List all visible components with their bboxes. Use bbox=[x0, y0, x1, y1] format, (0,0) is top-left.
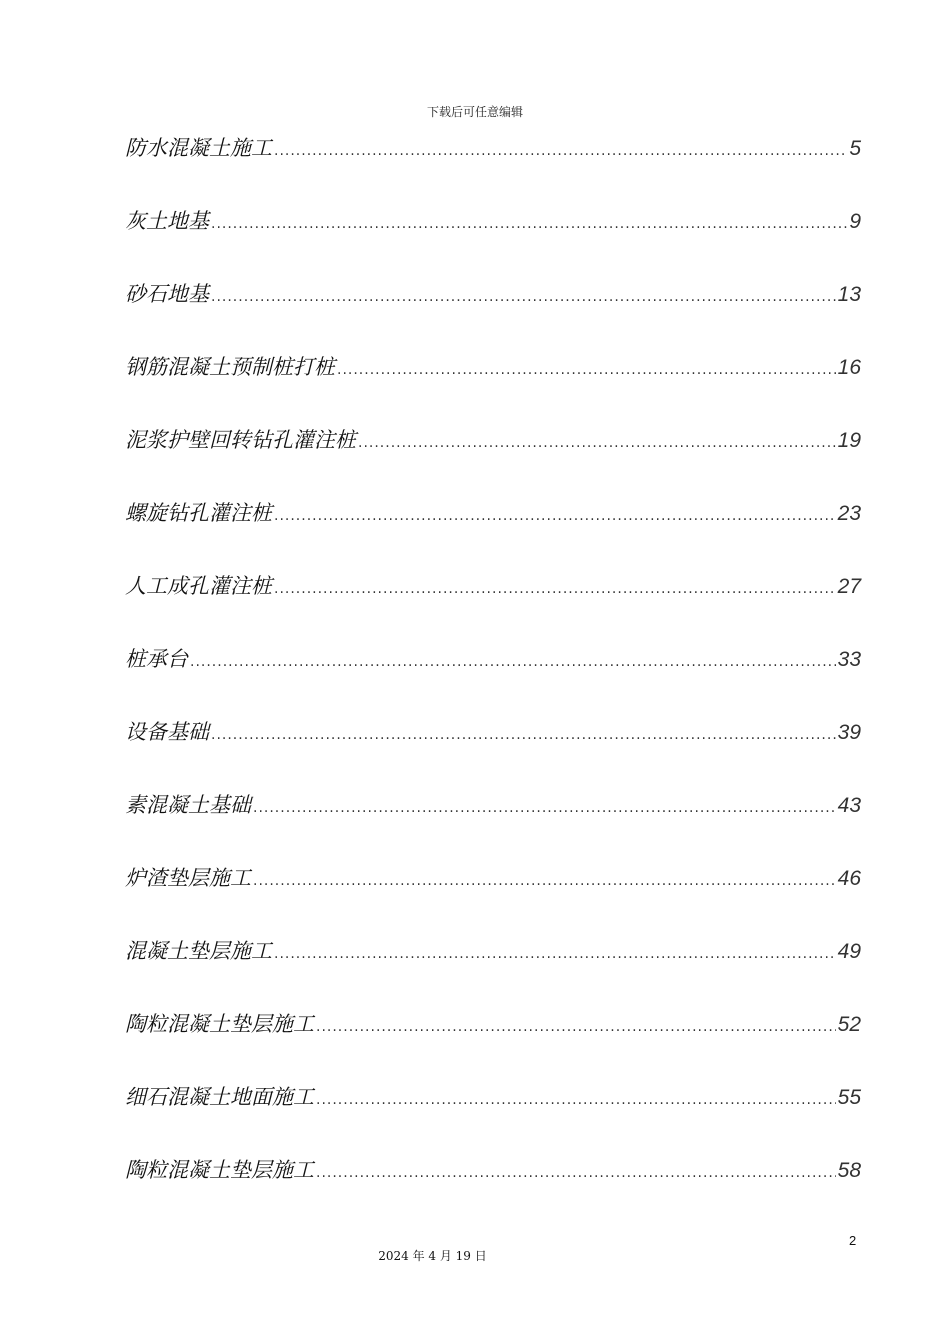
toc-entry-page[interactable]: 49 bbox=[837, 940, 861, 963]
toc-dot-leader bbox=[253, 861, 836, 901]
toc-entry-page[interactable]: 33 bbox=[837, 648, 861, 671]
toc-dot-leader bbox=[211, 277, 836, 317]
toc-dot-leader bbox=[316, 1080, 836, 1120]
toc-entry-title[interactable]: 泥浆护壁回转钻孔灌注桩 bbox=[125, 428, 356, 452]
toc-entry-title[interactable]: 人工成孔灌注桩 bbox=[125, 574, 272, 598]
toc-entry-page[interactable]: 46 bbox=[837, 867, 861, 890]
page-number: 2 bbox=[849, 1233, 857, 1248]
toc-dot-leader bbox=[274, 934, 836, 974]
toc-entry-title[interactable]: 砂石地基 bbox=[125, 282, 209, 306]
toc-entry-page[interactable]: 19 bbox=[837, 429, 861, 452]
table-of-contents bbox=[125, 128, 861, 1223]
toc-entry-title[interactable]: 素混凝土基础 bbox=[125, 793, 251, 817]
toc-entry[interactable] bbox=[125, 201, 861, 274]
toc-dot-leader bbox=[274, 569, 836, 609]
toc-entry-page[interactable]: 58 bbox=[837, 1159, 861, 1182]
toc-entry-title[interactable]: 灰土地基 bbox=[125, 209, 209, 233]
toc-entry-page[interactable]: 55 bbox=[837, 1086, 861, 1109]
toc-entry[interactable] bbox=[125, 858, 861, 931]
toc-entry-title[interactable]: 陶粒混凝土垫层施工 bbox=[125, 1012, 314, 1036]
toc-dot-leader bbox=[190, 642, 836, 682]
toc-entry[interactable] bbox=[125, 347, 861, 420]
toc-entry-page[interactable]: 52 bbox=[837, 1013, 861, 1036]
toc-entry-title[interactable]: 陶粒混凝土垫层施工 bbox=[125, 1158, 314, 1182]
toc-entry[interactable] bbox=[125, 274, 861, 347]
toc-dot-leader bbox=[337, 350, 836, 390]
toc-entry[interactable] bbox=[125, 712, 861, 785]
toc-dot-leader bbox=[253, 788, 836, 828]
toc-entry-title[interactable]: 细石混凝土地面施工 bbox=[125, 1085, 314, 1109]
toc-entry[interactable] bbox=[125, 566, 861, 639]
header-note: 下载后可任意编辑 bbox=[426, 105, 523, 119]
toc-entry-title[interactable]: 钢筋混凝土预制桩打桩 bbox=[125, 355, 335, 379]
toc-entry[interactable] bbox=[125, 128, 861, 201]
toc-entry-title[interactable]: 螺旋钻孔灌注桩 bbox=[125, 501, 272, 525]
toc-entry[interactable] bbox=[125, 639, 861, 712]
toc-entry-page[interactable]: 13 bbox=[837, 283, 861, 306]
toc-entry-page[interactable]: 39 bbox=[837, 721, 861, 744]
toc-entry-page[interactable]: 5 bbox=[849, 137, 861, 160]
toc-entry[interactable] bbox=[125, 1150, 861, 1223]
toc-entry-title[interactable]: 设备基础 bbox=[125, 720, 209, 744]
toc-entry-title[interactable]: 炉渣垫层施工 bbox=[125, 866, 251, 890]
toc-entry[interactable] bbox=[125, 420, 861, 493]
toc-entry-title[interactable]: 防水混凝土施工 bbox=[125, 136, 272, 160]
toc-entry[interactable] bbox=[125, 785, 861, 858]
toc-dot-leader bbox=[316, 1007, 836, 1047]
toc-entry-page[interactable]: 43 bbox=[837, 794, 861, 817]
toc-dot-leader bbox=[316, 1153, 836, 1193]
toc-entry-page[interactable]: 27 bbox=[837, 575, 861, 598]
toc-entry-page[interactable]: 16 bbox=[837, 356, 861, 379]
toc-entry[interactable] bbox=[125, 493, 861, 566]
toc-dot-leader bbox=[358, 423, 836, 463]
toc-dot-leader bbox=[274, 131, 847, 171]
toc-dot-leader bbox=[211, 715, 836, 755]
toc-entry-title[interactable]: 混凝土垫层施工 bbox=[125, 939, 272, 963]
toc-entry-title[interactable]: 桩承台 bbox=[125, 647, 188, 671]
footer-date: 2024 年 4 月 19 日 bbox=[378, 1249, 487, 1263]
toc-dot-leader bbox=[274, 496, 836, 536]
toc-entry[interactable] bbox=[125, 1077, 861, 1150]
toc-entry[interactable] bbox=[125, 931, 861, 1004]
toc-entry-page[interactable]: 9 bbox=[849, 210, 861, 233]
toc-entry[interactable] bbox=[125, 1004, 861, 1077]
toc-dot-leader bbox=[211, 204, 847, 244]
toc-entry-page[interactable]: 23 bbox=[837, 502, 861, 525]
